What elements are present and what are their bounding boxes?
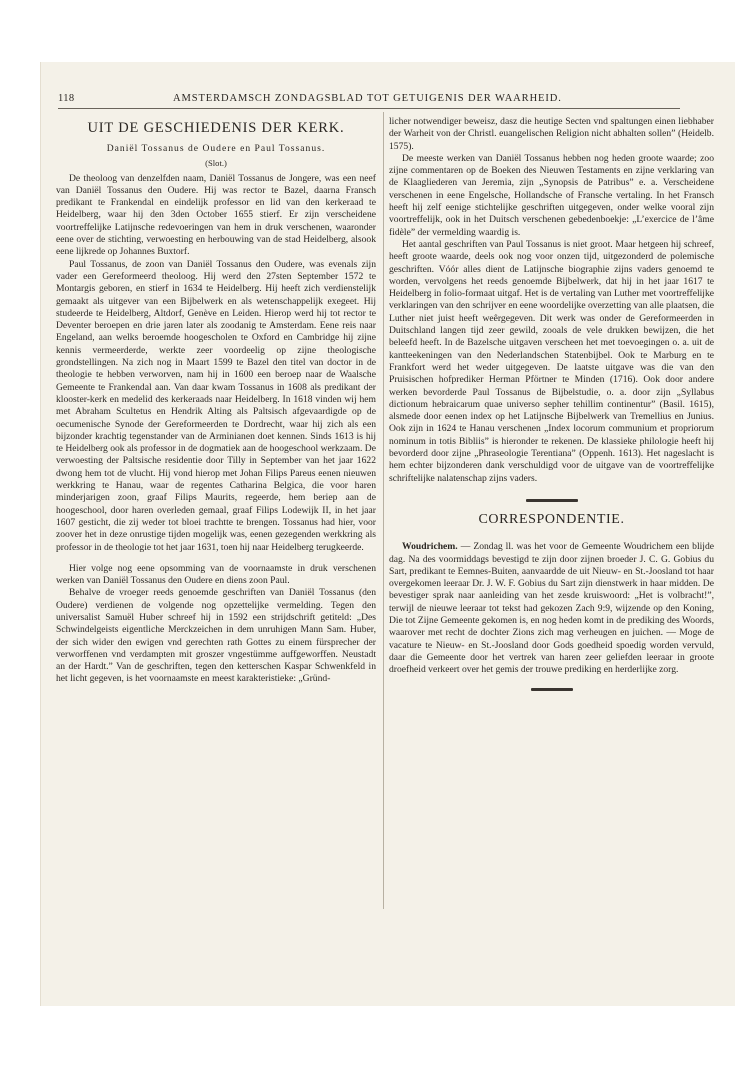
article-paragraph: licher notwendiger beweisz, dasz die heutige Secten vnd spaltungen einen liebhaber der Warheit von der Christl. euangelischen Religion nicht abhalten sollen” (Heidelb. 1575).	[389, 116, 714, 152]
correspondence-place: Woudrichem.	[402, 541, 458, 553]
page-header	[58, 93, 678, 107]
article-paragraph: Hier volge nog eene opsomming van de voornaamste in druk verschenen werken van Daniël Tossanus den Oudere en diens zoon Paul.	[56, 562, 376, 587]
page-number: 118	[58, 93, 75, 104]
right-column	[389, 116, 714, 691]
end-ornament	[531, 688, 573, 691]
column-divider	[383, 112, 384, 909]
article-paragraph: De meeste werken van Daniël Tossanus hebben nog heden groote waarde; zoo zijne commentaren op de Boeken des Nieuwen Testaments en zijne verklaring van de Klaagliederen van Jeremia, zijn „Synopsis de Patribus” e. a. Verscheidene verschenen in eene Engelsche, Hollandsche of Fransche vertaling. In het Fransch heeft hij zelf eenige stichtelijke geschriften uitgegeven, onder welke vooral zijn voortreffelijk, ook in het Duitsch verschenen gebedenboekje: „L’exercice de l’âme fidèle” der vermelding waardig is.	[389, 152, 714, 238]
left-column	[56, 118, 376, 686]
correspondence-paragraph	[389, 541, 714, 676]
running-title: AMSTERDAMSCH ZONDAGSBLAD TOT GETUIGENIS DER WAARHEID.	[173, 93, 562, 104]
article-subtitle: Daniël Tossanus de Oudere en Paul Tossanus.	[106, 143, 326, 154]
article-note: (Slot.)	[205, 158, 227, 169]
section-divider-ornament	[526, 499, 578, 502]
article-paragraph: De theoloog van denzelfden naam, Daniël Tossanus de Jongere, was een neef van Daniël Tossanus den Oudere. Hij was rector te Bazel, daarna Fransch predikant te Frankendal en eindelijk professor en lid van den kerkeraad te Heidelberg, waar hij den 3den October 1655 stierf. Er zijn verscheidene voortreffelijke Latijnsche redevoeringen van hem in druk verschenen, waaronder eene over de stichting, verwoesting en herbouwing van de stad Heidelberg, alsook eene lijkrede op Johannes Buxtorf.	[56, 172, 376, 258]
article-paragraph: Het aantal geschriften van Paul Tossanus is niet groot. Maar hetgeen hij schreef, heeft groote waarde, deels ook nog voor onzen tijd, uitgezonderd de polemische geschriften. Vóór alles dient de Latijnsche biographie zijns vaders genoemd te worden, vervolgens het reeds genoemde Bijbelwerk, dat hij in het jaar 1617 te Heidelberg in folio-formaat uitgaf. Het is de vertaling van Luther met voortreffelijke verklaringen van den schrijver en eene woordelijke overzetting van alle plaatsen, die Luther niet juist heeft weêrgegeven. Dit werk was onder de Gereformeerden in Duitschland langen tijd zeer gewild, zooals de vele drukken bewijzen, die het beleefd heeft. In de Bazelsche uitgaven verscheen het met toevoegingen o. a. uit de kantteekeningen van den Nederlandschen Statenbijbel. Ook te Marburg en te Frankfort werd het weder uitgegeven. De laatste uitgave was die van den Pruisischen hofprediker Herman Pförtner te Minden (1716). Ook door andere werken bevorderde Paul Tossanus de Bijbelstudie, o. a. door zijn „Syllabus dictionum hebraicarum quae universo sepher tehillim continentur” (Basil. 1615), alsmede door eenen index op het Latijnsche Bijbelwerk van Tremellius en Junius. Ook zijn in 1624 te Hanau verschenen „Index locorum communium et propriorum nominum in totis Bibliis” is hieronder te rekenen. De klassieke philologie heeft hij bevorderd door zijne „Phraseologie Terentiana” (Oppenh. 1613). Het nageslacht is hem echter bijzonderen dank verschuldigd voor de uitgave van de voortreffelijke schriftelijke nalatenschap zijns vaders.	[389, 238, 714, 484]
article-title: UIT DE GESCHIEDENIS DER KERK.	[87, 120, 345, 136]
header-rule	[58, 108, 680, 109]
correspondence-text: — Zondag ll. was het voor de Gemeente Woudrichem een blijde dag. Na des voormiddags bevestigd te zijn door zijnen broeder J. C. G. Gobius du Sart, predikant te Eemnes-Buiten, aanvaardde de uit Nieuw- en St.-Joosland tot haar overgekomen leeraar Dr. J. W. F. Gobius du Sart zijn dienstwerk in haar midden. De bevestiger sprak naar aanleiding van het zesde kruiswoord: „Het is volbracht!”, terwijl de nieuwe leeraar tot tekst had gekozen Zach 9:9, wijzende op den Koning, Die tot Zijne Gemeente gekomen is, en nog heden komt in de prediking des Woords, waarover met recht de dochter Zions zich mag verheugen en juichen. — Moge de vacature te Nieuw- en St.-Joosland door Gods goedheid spoedig worden vervuld, daar die Gemeente door het vertrek van haren zeer geliefden leeraar in groote droefheid verkeert over het gemis der trouwe prediking en herderlijke zorg.	[389, 541, 714, 676]
article-paragraph: Behalve de vroeger reeds genoemde geschriften van Daniël Tossanus (den Oudere) verdienen de volgende nog opzettelijke vermelding. Tegen den universalist Samuël Huber schreef hij in 1592 een strijdschrift getiteld: „Des Schwindelgeists eigentliche Merckzeichen in dem unruhigen Mann Sam. Huber, der sich wider den ewigen vnd gerechten rath Gottes zu einem fürsprecher der verworffenen vnd verdampten mit groszer vngestümme auffgeworffen. Neustadt an der Hardt.” Van de geschriften, tegen den ketterschen Kaspar Schwenkfeld in het licht gegeven, is het voornaamste en meest karakteristieke: „Gründ-	[56, 587, 376, 685]
article-paragraph: Paul Tossanus, de zoon van Daniël Tossanus den Oudere, was evenals zijn vader een Gereformeerd theoloog. Hij werd den 27sten September 1572 te Montargis geboren, en stierf in 1634 te Heidelberg. Hij heeft zich verdienstelijk gemaakt als uitgever van een Bijbelwerk en als wetenschappelijk exegeet. Hij studeerde te Heidelberg, Altdorf, Genève en Leiden. Hierop werd hij tot rector te Deventer beroepen en drie jaren later als zoodanig te Amsterdam. Eene reis naar Engeland, aan welks beroemde hoogescholen te Oxford en Cambridge hij zijne kennis vermeerderde, werkte zeer voordeelig op zijne theologische grondstellingen. Na zich nog in Maart 1599 te Bazel den titel van doctor in de theologie te hebben verworven, nam hij in 1600 een beroep naar de Waalsche Gemeente te Frankendal aan. Van daar kwam Tossanus in 1608 als predikant der klooster-kerk en medelid des kerkeraads naar Heidelberg. In 1618 vinden wij hem met Abraham Scultetus en Hendrik Alting als Paltsisch afgevaardigde op de oecumenische Synode der Gereformeerden te Dordrecht, waar hij zich als een bijzonder krachtig tegenstander van de Arminianen doet kennen. Sinds 1613 is hij te Heidelberg ook als professor in de dogmatiek aan de hoogeschool werkzaam. De verwoesting der Paltsische residentie door Tilly in September van het jaar 1622 dwong hem tot de vlucht. Hij vond hierop met Johan Filips Pareus eenen nieuwen werkkring te Hanau, waar de regentes Catharina Belgica, die voor haren minderjarigen zoon, graaf Filips Maurits, regeerde, hem beriep aan de hoogeschool, door haren overleden gemaal, graaf Filips Lodewijk II, in het jaar 1607 gesticht, die zij weder tot bloei trachtte te brengen. Tossanus had hier, voor zoover het in deze onrustige tijden mogelijk was, eenen gezegenden werkkring als professor in de theologie tot het jaar 1631, toen hij naar Heidelberg terugkeerde.	[56, 258, 376, 553]
correspondence-title: CORRESPONDENTIE.	[478, 511, 625, 527]
